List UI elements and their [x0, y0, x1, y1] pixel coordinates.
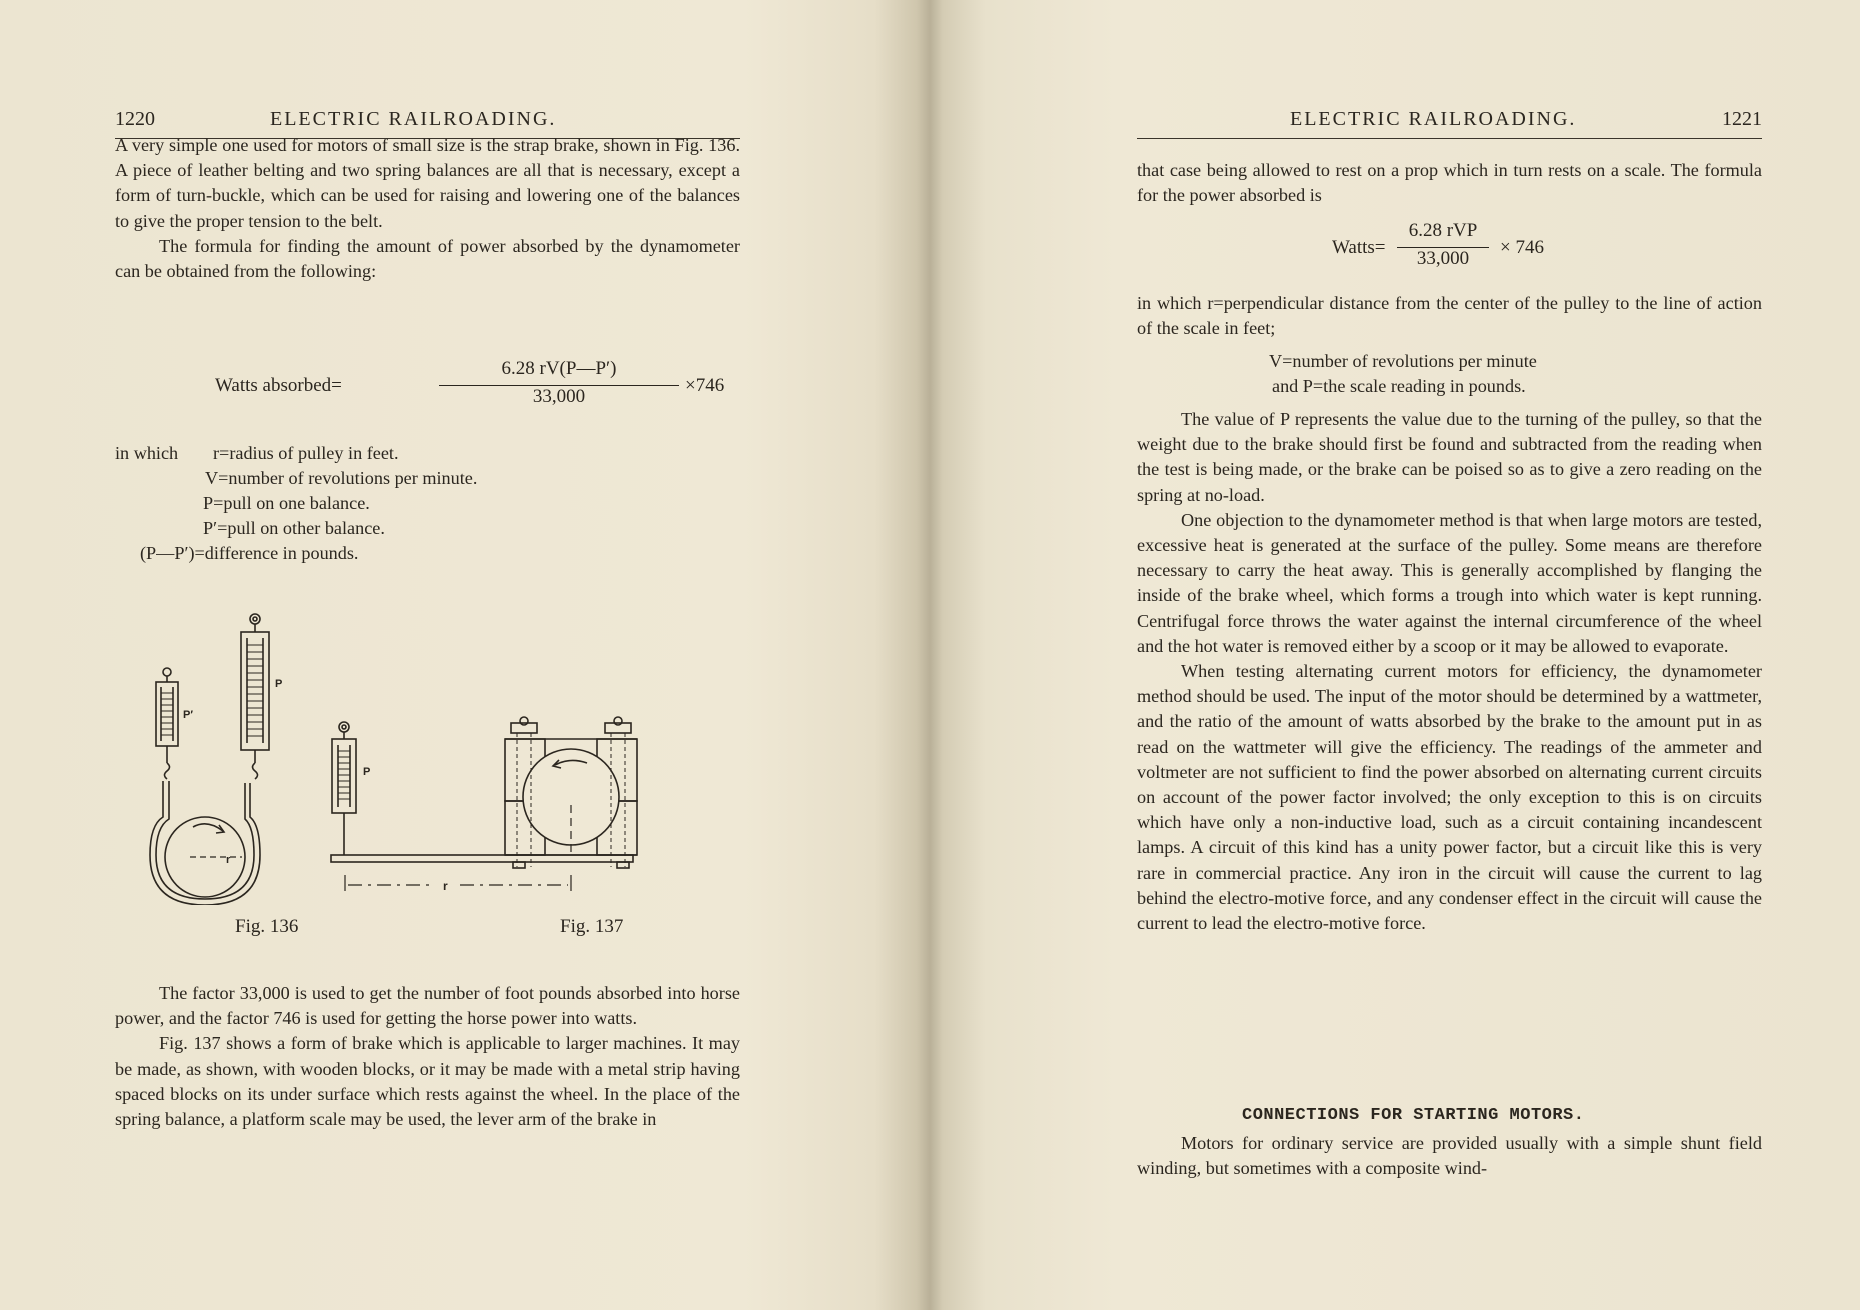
formula-watts-absorbed: Watts absorbed= 6.28 rV(P—P′) 33,000 ×746: [215, 358, 725, 407]
page-number-right: 1221: [1722, 108, 1762, 130]
label-p-prime: P′: [183, 709, 193, 721]
definition-v: V=number of revolutions per minute: [1269, 351, 1537, 371]
right-text-bottom: [1137, 1131, 1762, 1181]
formula-multiplier: ×746: [685, 375, 725, 396]
formula-denominator: 33,000: [1416, 248, 1470, 269]
paragraph: in which r=perpendicular distance from the center of the pulley to the line of action of the scale in feet;: [1137, 293, 1762, 339]
paragraph: Fig. 137 shows a form of brake which is applicable to larger machines. It may be made, as shown, with wooden blocks, or it may be made with a metal strip having spaced blocks on its under surface which rests against the wheel. In the place of the spring balance, a platform scale may be used, the lever arm of the brake in: [115, 1033, 740, 1130]
right-text-defs: [1137, 291, 1762, 341]
pulley-icon: [150, 781, 260, 905]
right-text-main: [1137, 407, 1762, 936]
spring-balance-icon: [241, 614, 269, 779]
running-title-right: ELECTRIC RAILROADING.: [1290, 108, 1577, 130]
formula-numerator: 6.28 rV(P—P′): [501, 358, 617, 379]
paragraph: The factor 33,000 is used to get the number of foot pounds absorbed into horse power, and the factor 746 is used for getting the horse power into watts.: [115, 983, 740, 1029]
left-text-bottom: [115, 981, 740, 1132]
definition-p: and P=the scale reading in pounds.: [1272, 376, 1526, 396]
page-number-left: 1220: [115, 108, 155, 130]
paragraph: One objection to the dynamometer method is that when large motors are tested, excessive heat is generated at the surface of the pulley. Some means are therefore necessary to carry the heat away. This is generally accomplished by flanging the inside of the brake wheel, which forms a trough into which water is kept running. Centrifugal force throws the water against the internal circumference of the wheel and the hot water is removed either by a scoop or it may be allowed to evaporate.: [1137, 509, 1762, 656]
formula-watts: Watts= 6.28 rVP 33,000 × 746: [1332, 220, 1544, 269]
running-title-left: ELECTRIC RAILROADING.: [270, 108, 557, 130]
paragraph: that case being allowed to rest on a prop which in turn rests on a scale. The formula for the power absorbed is: [1137, 160, 1762, 206]
label-p: P: [275, 678, 283, 690]
formula-multiplier: × 746: [1500, 237, 1544, 258]
label-p-137: P: [363, 766, 371, 778]
paragraph: A very simple one used for motors of small size is the strap brake, shown in Fig. 136. A piece of leather belting and two spring balances are all that is necessary, except a form of turn-buckle, which can be used for raising and lowering one of the balances to give the proper tension to the belt.: [115, 135, 740, 231]
spring-balance-icon: [332, 722, 356, 855]
caption-fig-136: Fig. 136: [235, 916, 299, 937]
right-page: [1137, 0, 1762, 1310]
paragraph: The value of P represents the value due to the turning of the pulley, so that the weight due to the brake should first be found and subtracted from the reading when the test is being made, or the brake can be poised so as to give a zero reading on the spring at no-load.: [1137, 409, 1762, 505]
formula-numerator: 6.28 rVP: [1408, 220, 1478, 241]
paragraph: Motors for ordinary service are provided usually with a simple shunt field winding, but sometimes with a composite wind-: [1137, 1133, 1762, 1179]
section-heading: CONNECTIONS FOR STARTING MOTORS.: [1242, 1106, 1585, 1125]
label-r-136: r: [226, 854, 231, 866]
caption-fig-137: Fig. 137: [560, 916, 624, 937]
left-page: 1220 ELECTRIC RAILROADING. A very simple one used for motors of small size is the strap brake, shown in Fig. 136. A piece of leather belting and two spring balances are all that is necessary, except a form of turn-buckle, which can be used for raising and lowering one of the balances to give the proper tension to the belt. The formula for finding the amount of power absorbed by the dynamometer can be obtained from the following: Watts absorbed= 6.28 rV(P—P′) 33,000 ×746 in which r=radius of pulley in feet. V=number of revolutions per minute. P=pull on one balance. P′=pull on other balance. (P—P′)=difference in pounds. P′ P r P r Fig. 136 Fig. 137 The factor 33,000 is used to get the number of foot pounds absorbed into horse power, and the factor 746 is used for getting the horse power into watts. Fig. 137 shows a form of brake which is applicable to larger machines. It may be made, as shown, with wooden blocks, or it may be made with a metal strip having spaced blocks on its under surface which rests against the wheel. In the place of the spring balance, a platform scale may be used, the lever arm of the brake in: [115, 0, 740, 1310]
figures-136-137: [145, 605, 725, 905]
left-text-top: [115, 133, 740, 284]
spring-balance-icon: [156, 668, 178, 779]
right-text-top: [1137, 158, 1762, 208]
paragraph: The formula for finding the amount of power absorbed by the dynamometer can be obtained from the following:: [115, 235, 740, 282]
formula-denominator: 33,000: [532, 386, 586, 407]
running-head-right: [1137, 108, 1762, 139]
brake-icon: [505, 717, 637, 868]
label-r-137: r: [443, 879, 448, 893]
paragraph: When testing alternating current motors for efficiency, the dynamometer method should be used. The input of the motor should be determined by a wattmeter, and the ratio of the amount of watts absorbed by the brake to the amount put in as read on the wattmeter will give the efficiency. The readings of the ammeter and voltmeter are not sufficient to find the power absorbed on alternating current circuits on account of the power factor involved; the only exception to this is on circuits which have only a non-inductive load, such as a circuit containing incandescent lamps. A circuit of this kind has a unity power factor, but a circuit like this is very rare in commercial practice. Any iron in the circuit will cause the current to lag behind the electro-motive force, and any condenser effect in the circuit will cause the current to lead the electro-motive force.: [1137, 661, 1762, 934]
